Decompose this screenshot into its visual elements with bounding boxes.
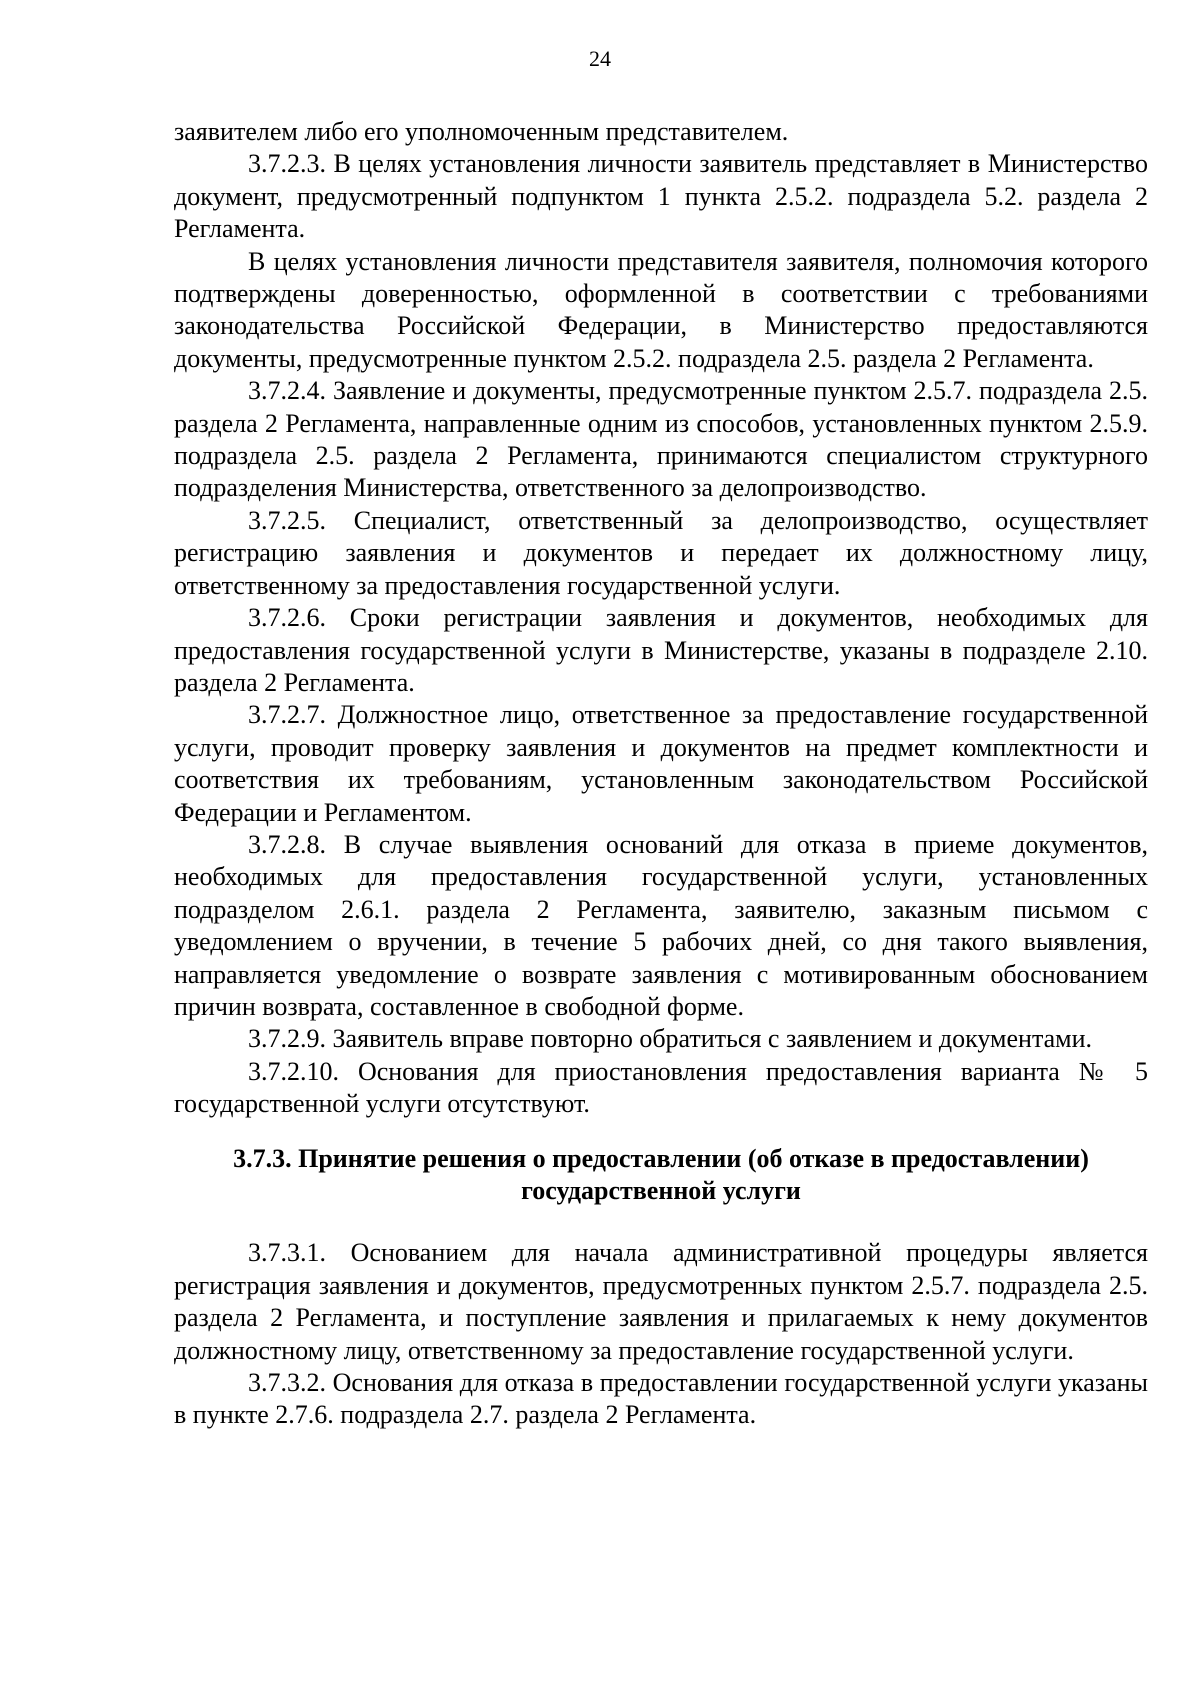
paragraph-3-7-2-9: 3.7.2.9. Заявитель вправе повторно обратиться с заявлением и документами. (248, 1024, 1093, 1054)
paragraph-3-7-2-3: 3.7.2.3. В целях установления личности заявитель представляет в Министерство документ, предусмотренный подпунктом 1 пункта 2.5.2. подраздела 5.2. раздела 2 Регламента. (174, 149, 1148, 244)
paragraph-3-7-2-8: 3.7.2.8. В случае выявления оснований для отказа в приеме документов, необходимых для предоставления государственной услуги, установленных подразделом 2.6.1. раздела 2 Регламента, заявителю, заказным письмом с уведомлением о вручении, в течение 5 рабочих дней, со дня такого выявления, направляется уведомление о возврате заявления с мотивированным обоснованием причин возврата, составленное в свободной форме. (174, 829, 1148, 1021)
paragraph-3-7-3-2: 3.7.3.2. Основания для отказа в предоставлении государственной услуги указаны в пункте 2.7.6. подраздела 2.7. раздела 2 Регламента. (174, 1368, 1148, 1430)
paragraph-3-7-2-7: 3.7.2.7. Должностное лицо, ответственное за предоставление государственной услуги, проводит проверку заявления и документов на предмет комплектности и соответствия их требованиям, установленным законодательством Российской Федерации и Регламентом. (174, 700, 1148, 827)
paragraph-continuation: заявителем либо его уполномоченным представителем. (174, 117, 789, 146)
document-body (174, 116, 1148, 1432)
paragraph-3-7-2-5: 3.7.2.5. Специалист, ответственный за делопроизводство, осуществляет регистрацию заявления и документов и передает их должностному лицу, ответственному за предоставления государственной услуги. (174, 505, 1148, 600)
paragraph-representative-identity: В целях установления личности представителя заявителя, полномочия которого подтверждены доверенностью, оформленной в соответствии с требованиями законодательства Российской Федерации, в Министерство предоставляются документы, предусмотренные пунктом 2.5.2. подраздела 2.5. раздела 2 Регламента. (174, 246, 1148, 373)
paragraph-3-7-2-6: 3.7.2.6. Сроки регистрации заявления и документов, необходимых для предоставления государственной услуги в Министерстве, указаны в подразделе 2.10. раздела 2 Регламента. (174, 603, 1148, 697)
paragraph-3-7-2-4: 3.7.2.4. Заявление и документы, предусмотренные пунктом 2.5.7. подраздела 2.5. раздела 2 Регламента, направленные одним из способов, установленных пунктом 2.5.9. подраздела 2.5. раздела 2 Регламента, принимаются специалистом структурного подразделения Министерства, ответственного за делопроизводство. (174, 376, 1148, 503)
paragraph-3-7-2-10: 3.7.2.10. Основания для приостановления предоставления варианта № 5 государственной услуги отсутствуют. (174, 1056, 1148, 1119)
paragraph-3-7-3-1: 3.7.3.1. Основанием для начала административной процедуры является регистрация заявления и документов, предусмотренных пунктом 2.5.7. подраздела 2.5. раздела 2 Регламента, и поступление заявления и прилагаемых к нему документов должностному лицу, ответственному за предоставление государственной услуги. (174, 1238, 1148, 1365)
page-number: 24 (589, 46, 611, 71)
section-heading-3-7-3: 3.7.3. Принятие решения о предоставлении (об отказе в предоставлении) государственной услуги (233, 1143, 1089, 1205)
